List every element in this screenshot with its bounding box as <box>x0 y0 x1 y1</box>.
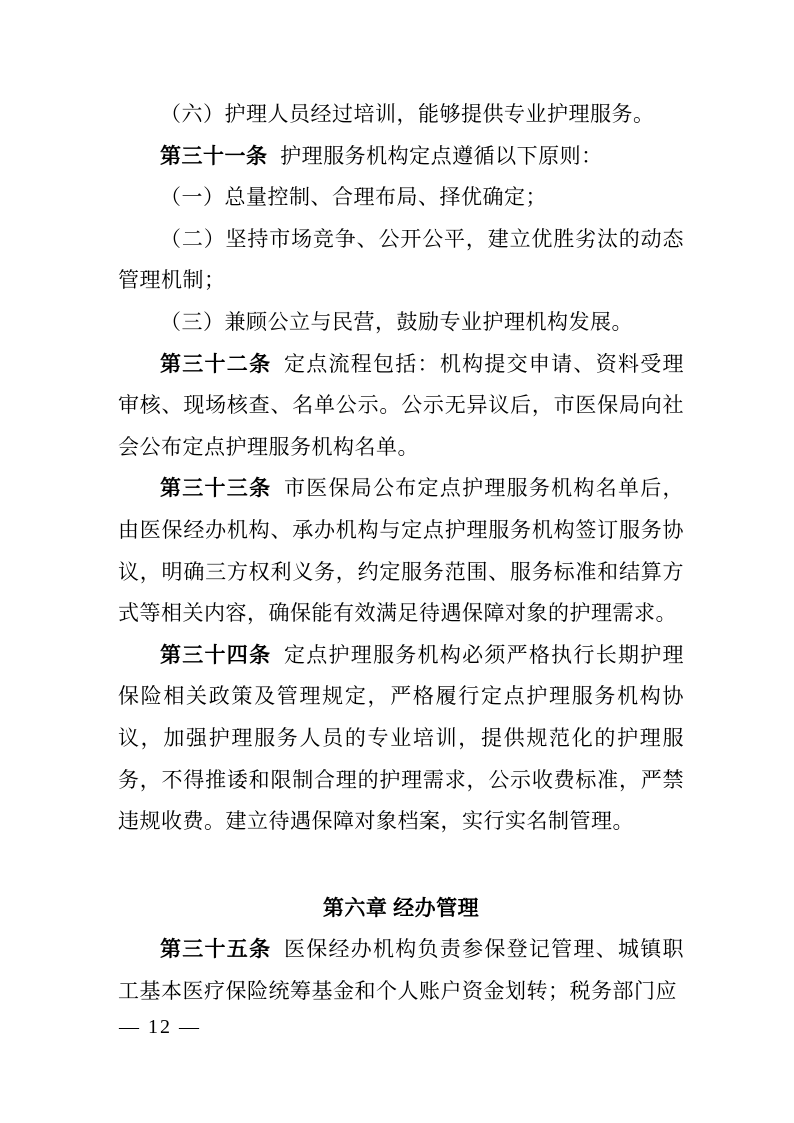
chapter-heading: 第六章 经办管理 <box>322 895 480 920</box>
article-35 <box>118 929 684 1012</box>
principle-item-2 <box>118 219 684 302</box>
article-32 <box>118 344 684 469</box>
clause-text: （六）护理人员经过培训，能够提供专业护理服务。 <box>160 102 655 126</box>
clause-item-6 <box>118 94 684 136</box>
article-text: 定点护理服务机构必须严格执行长期护理保险相关政策及管理规定，严格履行定点护理服务机构协议，加强护理服务人员的专业培训，提供规范化的护理服务，不得推诿和限制合理的护理需求，公示收费标准，严禁违规收费。建立待遇保障对象档案，实行实名制管理。 <box>118 642 684 834</box>
clause-text: （二）坚持市场竞争、公开公平，建立优胜劣汰的动态管理机制； <box>118 226 684 293</box>
document-body <box>118 94 684 1012</box>
clause-text: （三）兼顾公立与民营，鼓励专业护理机构发展。 <box>160 309 633 334</box>
article-34 <box>118 635 684 843</box>
article-text: 护理服务机构定点遵循以下原则： <box>280 143 603 168</box>
article-number: 第三十一条 <box>160 143 268 168</box>
article-31 <box>118 136 684 178</box>
article-number: 第三十二条 <box>160 351 272 376</box>
article-number: 第三十四条 <box>160 642 272 667</box>
principle-item-3 <box>118 302 684 344</box>
page-number: — 12 — <box>119 1016 201 1038</box>
article-number: 第三十五条 <box>160 937 272 962</box>
article-text: 市医保局公布定点护理服务机构名单后，由医保经办机构、承办机构与定点护理服务机构签订服务协议，明确三方权利义务，约定服务范围、服务标准和结算方式等相关内容，确保能有效满足待遇保障对象的护理需求。 <box>118 476 684 626</box>
article-text: 定点流程包括：机构提交申请、资料受理审核、现场核查、名单公示。公示无异议后，市医保局向社会公布定点护理服务机构名单。 <box>118 351 684 459</box>
article-text: 医保经办机构负责参保登记管理、城镇职工基本医疗保险统筹基金和个人账户资金划转；税务部门应 <box>118 937 684 1003</box>
article-33 <box>118 468 684 634</box>
clause-text: （一）总量控制、合理布局、择优确定； <box>160 185 547 210</box>
article-number: 第三十三条 <box>160 476 272 501</box>
principle-item-1 <box>118 177 684 219</box>
